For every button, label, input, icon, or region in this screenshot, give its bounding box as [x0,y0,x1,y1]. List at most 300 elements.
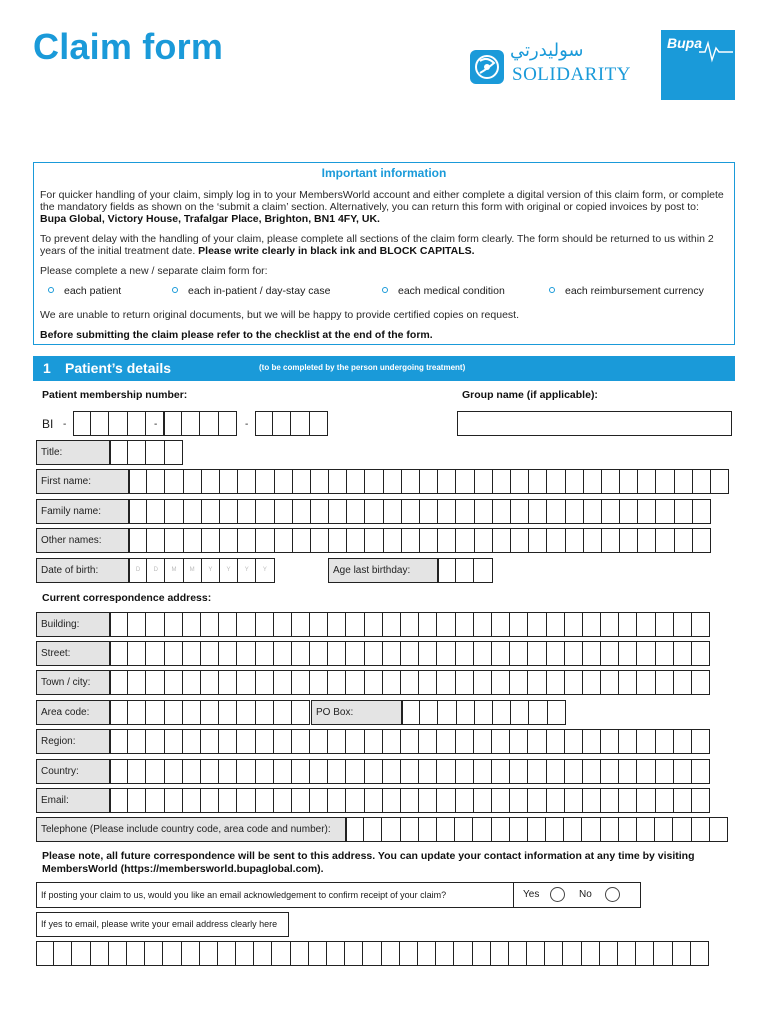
char-cell[interactable] [656,469,674,494]
char-cell[interactable] [402,700,420,725]
char-cell[interactable] [91,941,109,966]
char-cell[interactable] [692,729,710,754]
char-cell[interactable] [128,440,146,465]
char-cell[interactable] [493,528,511,553]
char-cell[interactable] [292,641,310,666]
char-cell[interactable] [254,941,272,966]
street-field[interactable] [36,641,710,666]
char-cell[interactable] [165,788,183,813]
dob-digit[interactable]: Y [202,558,220,583]
char-cell[interactable] [363,941,381,966]
char-cell[interactable] [656,641,674,666]
char-cell[interactable] [328,729,346,754]
char-cell[interactable] [110,729,128,754]
char-cell[interactable] [692,641,710,666]
char-cell[interactable] [419,670,437,695]
char-cell[interactable] [419,612,437,637]
char-cell[interactable] [365,612,383,637]
char-cell[interactable] [420,528,438,553]
email-field[interactable] [36,788,710,813]
char-cell[interactable] [438,528,456,553]
char-cell[interactable] [673,817,691,842]
char-cell[interactable] [475,469,493,494]
char-cell[interactable] [566,469,584,494]
char-cell[interactable] [583,788,601,813]
char-cell[interactable] [311,528,329,553]
char-cell[interactable] [547,499,565,524]
char-cell[interactable] [365,528,383,553]
area-code-field[interactable] [36,700,310,725]
country-field[interactable] [36,759,710,784]
char-cell[interactable] [128,729,146,754]
char-cell[interactable] [183,788,201,813]
char-cell[interactable] [347,469,365,494]
char-cell[interactable] [511,469,529,494]
char-cell[interactable] [274,700,292,725]
family-name-field[interactable] [36,499,711,524]
char-cell[interactable] [183,759,201,784]
char-cell[interactable] [256,469,274,494]
char-cell[interactable] [145,941,163,966]
char-cell[interactable] [437,817,455,842]
char-cell[interactable] [528,670,546,695]
char-cell[interactable] [600,941,618,966]
char-cell[interactable] [455,817,473,842]
char-cell[interactable] [528,817,546,842]
char-cell[interactable] [292,700,310,725]
char-cell[interactable] [456,641,474,666]
char-cell[interactable] [528,759,546,784]
char-cell[interactable] [309,941,327,966]
char-cell[interactable] [328,612,346,637]
email-address-field[interactable] [36,941,709,966]
membership-part-3[interactable] [255,411,328,436]
char-cell[interactable] [547,759,565,784]
char-cell[interactable] [638,469,656,494]
char-cell[interactable] [256,528,274,553]
group-name-input[interactable] [457,411,732,436]
char-cell[interactable] [383,788,401,813]
char-cell[interactable] [511,499,529,524]
char-cell[interactable] [91,411,109,436]
char-cell[interactable] [474,641,492,666]
char-cell[interactable] [183,729,201,754]
yes-radio[interactable] [550,887,565,902]
char-cell[interactable] [401,817,419,842]
char-cell[interactable] [346,788,364,813]
char-cell[interactable] [566,499,584,524]
char-cell[interactable] [272,941,290,966]
char-cell[interactable] [147,528,165,553]
char-cell[interactable] [401,759,419,784]
char-cell[interactable] [601,612,619,637]
char-cell[interactable] [437,612,455,637]
char-cell[interactable] [674,729,692,754]
char-cell[interactable] [401,641,419,666]
char-cell[interactable] [383,641,401,666]
char-cell[interactable] [328,641,346,666]
char-cell[interactable] [165,670,183,695]
char-cell[interactable] [275,499,293,524]
char-cell[interactable] [165,528,183,553]
char-cell[interactable] [565,641,583,666]
char-cell[interactable] [219,700,237,725]
char-cell[interactable] [310,759,328,784]
char-cell[interactable] [256,759,274,784]
char-cell[interactable] [547,670,565,695]
char-cell[interactable] [566,528,584,553]
char-cell[interactable] [456,528,474,553]
char-cell[interactable] [146,670,164,695]
char-cell[interactable] [128,700,146,725]
char-cell[interactable] [310,729,328,754]
char-cell[interactable] [545,941,563,966]
char-cell[interactable] [346,641,364,666]
char-cell[interactable] [492,641,510,666]
char-cell[interactable] [256,700,274,725]
char-cell[interactable] [583,759,601,784]
char-cell[interactable] [183,641,201,666]
char-cell[interactable] [219,788,237,813]
char-cell[interactable] [693,499,711,524]
char-cell[interactable] [402,499,420,524]
char-cell[interactable] [420,700,438,725]
char-cell[interactable] [401,612,419,637]
char-cell[interactable] [273,411,291,436]
char-cell[interactable] [656,729,674,754]
char-cell[interactable] [238,469,256,494]
char-cell[interactable] [619,759,637,784]
char-cell[interactable] [564,817,582,842]
char-cell[interactable] [693,528,711,553]
char-cell[interactable] [565,612,583,637]
title-field[interactable] [36,440,183,465]
char-cell[interactable] [310,411,328,436]
char-cell[interactable] [692,788,710,813]
age-field[interactable] [328,558,493,583]
dob-digit[interactable]: Y [220,558,238,583]
char-cell[interactable] [619,670,637,695]
char-cell[interactable] [636,941,654,966]
char-cell[interactable] [656,528,674,553]
char-cell[interactable] [128,670,146,695]
char-cell[interactable] [692,817,710,842]
char-cell[interactable] [510,729,528,754]
char-cell[interactable] [637,612,655,637]
char-cell[interactable] [456,558,474,583]
char-cell[interactable] [146,729,164,754]
char-cell[interactable] [654,941,672,966]
char-cell[interactable] [584,469,602,494]
char-cell[interactable] [220,469,238,494]
char-cell[interactable] [365,641,383,666]
char-cell[interactable] [674,641,692,666]
char-cell[interactable] [347,528,365,553]
char-cell[interactable] [401,670,419,695]
char-cell[interactable] [602,469,620,494]
char-cell[interactable] [637,729,655,754]
char-cell[interactable] [474,759,492,784]
char-cell[interactable] [475,528,493,553]
char-cell[interactable] [655,817,673,842]
char-cell[interactable] [365,729,383,754]
char-cell[interactable] [274,612,292,637]
char-cell[interactable] [129,469,147,494]
char-cell[interactable] [438,558,456,583]
char-cell[interactable] [402,528,420,553]
char-cell[interactable] [511,528,529,553]
char-cell[interactable] [200,411,218,436]
char-cell[interactable] [146,759,164,784]
char-cell[interactable] [438,469,456,494]
char-cell[interactable] [692,612,710,637]
char-cell[interactable] [456,729,474,754]
char-cell[interactable] [236,941,254,966]
char-cell[interactable] [146,612,164,637]
char-cell[interactable] [492,670,510,695]
char-cell[interactable] [492,817,510,842]
char-cell[interactable] [110,700,128,725]
char-cell[interactable] [256,729,274,754]
char-cell[interactable] [346,612,364,637]
char-cell[interactable] [528,788,546,813]
char-cell[interactable] [565,670,583,695]
char-cell[interactable] [637,817,655,842]
char-cell[interactable] [382,817,400,842]
char-cell[interactable] [165,499,183,524]
dob-digit[interactable]: D [129,558,147,583]
char-cell[interactable] [183,670,201,695]
char-cell[interactable] [456,612,474,637]
char-cell[interactable] [436,941,454,966]
char-cell[interactable] [72,941,90,966]
char-cell[interactable] [128,641,146,666]
char-cell[interactable] [675,499,693,524]
char-cell[interactable] [456,469,474,494]
char-cell[interactable] [329,499,347,524]
char-cell[interactable] [584,499,602,524]
char-cell[interactable] [384,469,402,494]
char-cell[interactable] [237,612,255,637]
char-cell[interactable] [165,759,183,784]
char-cell[interactable] [310,612,328,637]
char-cell[interactable] [527,941,545,966]
char-cell[interactable] [548,700,566,725]
char-cell[interactable] [384,528,402,553]
char-cell[interactable] [693,469,711,494]
char-cell[interactable] [620,469,638,494]
char-cell[interactable] [184,469,202,494]
char-cell[interactable] [165,700,183,725]
char-cell[interactable] [601,641,619,666]
char-cell[interactable] [110,612,128,637]
char-cell[interactable] [274,729,292,754]
char-cell[interactable] [165,729,183,754]
char-cell[interactable] [620,499,638,524]
char-cell[interactable] [274,641,292,666]
char-cell[interactable] [419,788,437,813]
char-cell[interactable] [656,612,674,637]
char-cell[interactable] [345,941,363,966]
char-cell[interactable] [109,941,127,966]
char-cell[interactable] [618,941,636,966]
char-cell[interactable] [237,759,255,784]
char-cell[interactable] [474,729,492,754]
char-cell[interactable] [547,788,565,813]
region-field[interactable] [36,729,710,754]
char-cell[interactable] [346,729,364,754]
char-cell[interactable] [692,759,710,784]
char-cell[interactable] [473,941,491,966]
char-cell[interactable] [473,817,491,842]
dob-digit[interactable]: M [165,558,183,583]
char-cell[interactable] [292,670,310,695]
char-cell[interactable] [456,788,474,813]
char-cell[interactable] [201,729,219,754]
char-cell[interactable] [419,759,437,784]
char-cell[interactable] [365,499,383,524]
dob-digit[interactable]: M [184,558,202,583]
no-radio[interactable] [605,887,620,902]
char-cell[interactable] [547,641,565,666]
char-cell[interactable] [529,528,547,553]
char-cell[interactable] [510,788,528,813]
po-box-field[interactable] [311,700,566,725]
dob-field[interactable] [36,558,275,583]
char-cell[interactable] [510,817,528,842]
char-cell[interactable] [638,528,656,553]
char-cell[interactable] [383,729,401,754]
char-cell[interactable] [602,499,620,524]
char-cell[interactable] [220,499,238,524]
char-cell[interactable] [510,670,528,695]
char-cell[interactable] [710,817,728,842]
char-cell[interactable] [146,788,164,813]
char-cell[interactable] [110,641,128,666]
char-cell[interactable] [584,528,602,553]
char-cell[interactable] [237,729,255,754]
char-cell[interactable] [637,759,655,784]
char-cell[interactable] [492,759,510,784]
char-cell[interactable] [127,941,145,966]
char-cell[interactable] [109,411,127,436]
char-cell[interactable] [54,941,72,966]
char-cell[interactable] [437,759,455,784]
char-cell[interactable] [619,729,637,754]
char-cell[interactable] [292,729,310,754]
char-cell[interactable] [619,817,637,842]
char-cell[interactable] [401,788,419,813]
char-cell[interactable] [237,788,255,813]
char-cell[interactable] [202,469,220,494]
char-cell[interactable] [182,941,200,966]
char-cell[interactable] [583,641,601,666]
char-cell[interactable] [474,670,492,695]
char-cell[interactable] [565,788,583,813]
char-cell[interactable] [547,729,565,754]
char-cell[interactable] [293,528,311,553]
char-cell[interactable] [238,499,256,524]
building-field[interactable] [36,612,710,637]
char-cell[interactable] [528,612,546,637]
char-cell[interactable] [637,670,655,695]
char-cell[interactable] [602,528,620,553]
char-cell[interactable] [329,528,347,553]
town-field[interactable] [36,670,710,695]
char-cell[interactable] [492,729,510,754]
char-cell[interactable] [493,499,511,524]
other-names-field[interactable] [36,528,711,553]
char-cell[interactable] [201,788,219,813]
dob-digit[interactable]: Y [256,558,274,583]
char-cell[interactable] [582,941,600,966]
char-cell[interactable] [493,700,511,725]
char-cell[interactable] [183,700,201,725]
char-cell[interactable] [256,641,274,666]
char-cell[interactable] [165,641,183,666]
dob-digit[interactable]: Y [238,558,256,583]
char-cell[interactable] [619,788,637,813]
char-cell[interactable] [146,440,164,465]
char-cell[interactable] [383,670,401,695]
char-cell[interactable] [583,729,601,754]
char-cell[interactable] [601,729,619,754]
char-cell[interactable] [474,788,492,813]
char-cell[interactable] [582,817,600,842]
char-cell[interactable] [509,941,527,966]
char-cell[interactable] [674,788,692,813]
char-cell[interactable] [691,941,709,966]
char-cell[interactable] [438,700,456,725]
first-name-field[interactable] [36,469,729,494]
char-cell[interactable] [129,528,147,553]
char-cell[interactable] [656,670,674,695]
char-cell[interactable] [565,729,583,754]
char-cell[interactable] [329,469,347,494]
char-cell[interactable] [674,670,692,695]
char-cell[interactable] [474,612,492,637]
char-cell[interactable] [528,729,546,754]
char-cell[interactable] [129,499,147,524]
char-cell[interactable] [128,411,146,436]
char-cell[interactable] [310,788,328,813]
char-cell[interactable] [583,612,601,637]
char-cell[interactable] [637,788,655,813]
char-cell[interactable] [146,641,164,666]
char-cell[interactable] [711,469,729,494]
char-cell[interactable] [328,788,346,813]
char-cell[interactable] [328,759,346,784]
char-cell[interactable] [437,729,455,754]
char-cell[interactable] [619,612,637,637]
char-cell[interactable] [256,499,274,524]
char-cell[interactable] [147,499,165,524]
char-cell[interactable] [419,641,437,666]
char-cell[interactable] [182,411,200,436]
char-cell[interactable] [183,612,201,637]
char-cell[interactable] [292,612,310,637]
dob-digit[interactable]: D [147,558,165,583]
char-cell[interactable] [128,612,146,637]
char-cell[interactable] [147,469,165,494]
char-cell[interactable] [365,670,383,695]
char-cell[interactable] [110,670,128,695]
char-cell[interactable] [601,817,619,842]
char-cell[interactable] [675,469,693,494]
char-cell[interactable] [563,941,581,966]
char-cell[interactable] [128,759,146,784]
char-cell[interactable] [383,759,401,784]
